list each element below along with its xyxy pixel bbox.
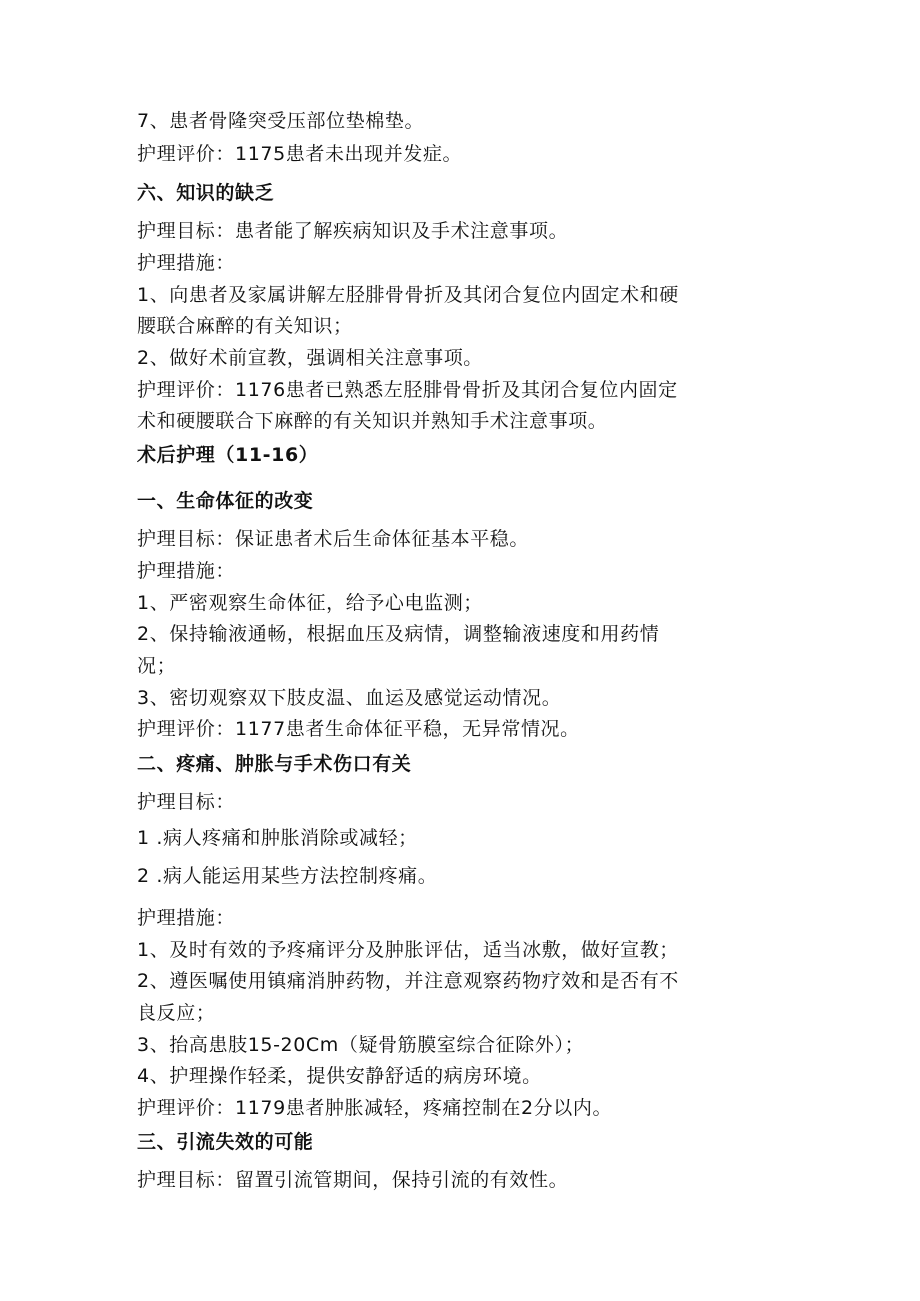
text-line: 2、保持输液通畅，根据血压及病情，调整输液速度和用药情 (137, 623, 660, 645)
text-line: 1、及时有效的予疼痛评分及肿胀评估，适当冰敷，做好宣教； (137, 939, 679, 961)
text-line: 护理目标： (137, 791, 236, 813)
text-line: 2、遵医嘱使用镇痛消肿药物，并注意观察药物疗效和是否有不 (137, 970, 679, 992)
text-line: 况； (137, 655, 177, 677)
text-line: 2、做好术前宣教，强调相关注意事项。 (137, 347, 483, 369)
text-line: 护理评价：1177患者生命体征平稳，无异常情况。 (137, 718, 580, 740)
text-line: 护理评价：1175患者未出现并发症。 (137, 143, 463, 165)
text-line: 良反应； (137, 1002, 216, 1024)
text-line: 护理措施： (137, 252, 236, 274)
text-line: 1、向患者及家属讲解左胫腓骨骨折及其闭合复位内固定术和硬 (137, 284, 679, 306)
section-heading: 六、知识的缺乏 (137, 182, 275, 204)
text-line: 术和硬腰联合下麻醉的有关知识并熟知手术注意事项。 (137, 410, 608, 432)
text-line: 护理措施： (137, 907, 236, 929)
text-line: 护理措施： (137, 560, 236, 582)
text-line: 护理目标：保证患者术后生命体征基本平稳。 (137, 528, 530, 550)
text-line: 1、严密观察生命体征，给予心电监测； (137, 592, 483, 614)
text-line: 1 .病人疼痛和肿胀消除或减轻； (137, 827, 418, 849)
section-heading: 一、生命体征的改变 (137, 490, 314, 512)
text-line: 护理评价：1179患者肿胀减轻，疼痛控制在2分以内。 (137, 1097, 613, 1119)
text-line: 3、密切观察双下肢皮温、血运及感觉运动情况。 (137, 687, 562, 709)
text-line: 3、抬高患肢15-20Cm（疑骨筋膜室综合征除外）； (137, 1034, 585, 1056)
section-heading: 术后护理（11-16） (137, 444, 319, 466)
text-line: 护理评价：1176患者已熟悉左胫腓骨骨折及其闭合复位内固定 (137, 379, 678, 401)
text-line: 7、患者骨隆突受压部位垫棉垫。 (137, 110, 425, 132)
text-line: 护理目标：患者能了解疾病知识及手术注意事项。 (137, 220, 569, 242)
section-heading: 三、引流失效的可能 (137, 1131, 314, 1153)
text-line: 4、护理操作轻柔，提供安静舒适的病房环境。 (137, 1065, 542, 1087)
text-line: 2 .病人能运用某些方法控制疼痛。 (137, 865, 438, 887)
section-heading: 二、疼痛、肿胀与手术伤口有关 (137, 753, 412, 775)
text-line: 护理目标：留置引流管期间，保持引流的有效性。 (137, 1169, 569, 1191)
text-line: 腰联合麻醉的有关知识； (137, 315, 353, 337)
